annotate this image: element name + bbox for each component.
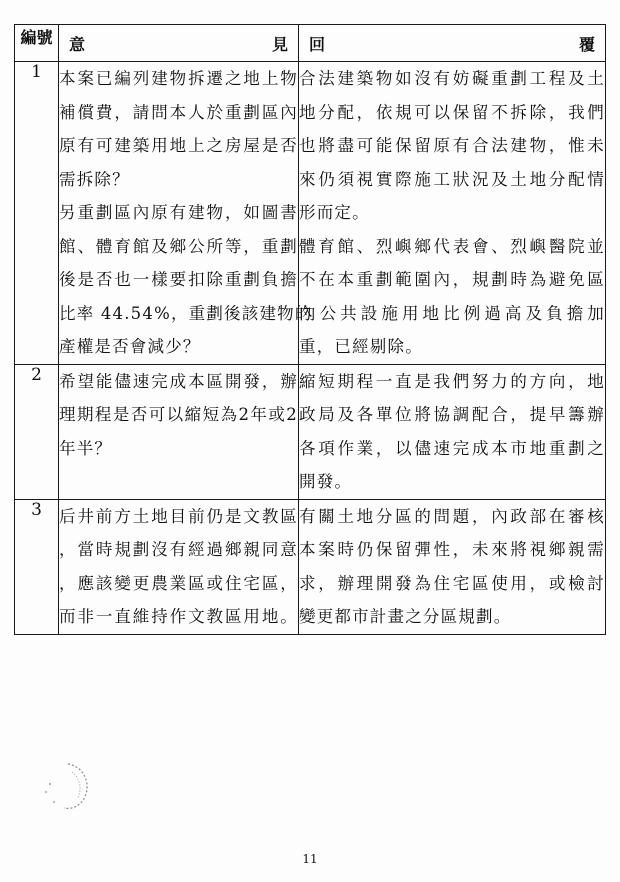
reply-line: 開發。 bbox=[299, 472, 353, 491]
row-number: 2 bbox=[15, 364, 59, 499]
reply-line: 本案時仍保留彈性，未來將視鄉親需 bbox=[299, 540, 605, 559]
reply-cell bbox=[299, 499, 606, 634]
reply-line: 體育館、烈嶼鄉代表會、烈嶼醫院並 bbox=[299, 236, 605, 256]
opinion-line: 另重劃區內原有建物，如圖書 bbox=[59, 203, 298, 222]
reply-line: 各項作業，以儘速完成本市地重劃之 bbox=[299, 438, 605, 458]
opinion-line: ，應該變更農業區或住宅區， bbox=[59, 573, 298, 593]
opinion-line: 館、體育館及鄉公所等，重劃 bbox=[59, 236, 298, 256]
header-opinion-left: 意 bbox=[69, 34, 86, 54]
opinion-cell bbox=[59, 499, 299, 634]
reply-cell bbox=[299, 62, 606, 365]
header-opinion bbox=[59, 25, 299, 62]
reply-line: 變更都市計畫之分區規劃。 bbox=[299, 607, 512, 626]
reply-line: 不在本重劃範圍內，規劃時為避免區 bbox=[299, 270, 605, 289]
opinion-line: 后井前方土地目前仍是文教區 bbox=[59, 506, 298, 526]
reply-line: 政局及各單位將協調配合，提早籌辦 bbox=[299, 405, 605, 424]
page-number: 11 bbox=[302, 852, 318, 866]
reply-line: 縮短期程一直是我們努力的方向，地 bbox=[299, 371, 605, 391]
row-number: 1 bbox=[15, 62, 59, 365]
table-header-row bbox=[15, 25, 606, 62]
opinion-line: 補償費，請問本人於重劃區內 bbox=[59, 102, 298, 122]
table-row bbox=[15, 499, 606, 634]
reply-line: 合法建築物如沒有妨礙重劃工程及土 bbox=[299, 69, 605, 88]
reply-line: 也將盡可能保留原有合法建物，惟未 bbox=[299, 136, 605, 155]
opinion-line: 比率 44.54%，重劃後該建物的 bbox=[59, 303, 313, 323]
opinion-line: 而非一直維持作文教區用地。 bbox=[59, 607, 298, 626]
reply-line: 來仍須視實際施工狀況及土地分配情 bbox=[299, 169, 605, 189]
reply-line: 形而定。 bbox=[299, 203, 370, 222]
opinion-cell bbox=[59, 62, 313, 365]
opinion-line: 後是否也一樣要扣除重劃負擔 bbox=[59, 270, 298, 289]
reply-line: 重，已經剔除。 bbox=[299, 337, 423, 356]
header-reply bbox=[299, 25, 606, 62]
table-row bbox=[15, 364, 606, 499]
reply-cell bbox=[299, 364, 606, 499]
opinion-reply-table bbox=[14, 24, 606, 635]
header-number: 編號 bbox=[15, 25, 59, 62]
reply-line: 內公共設施用地比例過高及負擔加 bbox=[299, 303, 605, 323]
opinion-line: 原有可建築用地上之房屋是否 bbox=[59, 136, 298, 155]
opinion-line: 本案已編列建物拆遷之地上物 bbox=[59, 69, 298, 88]
row-number: 3 bbox=[15, 499, 59, 634]
opinion-line: 產權是否會減少？ bbox=[59, 337, 201, 356]
reply-line: 有關土地分區的問題，內政部在審核 bbox=[299, 506, 605, 526]
faint-seal-mark bbox=[38, 758, 94, 814]
opinion-line: ，當時規劃沒有經過鄉親同意 bbox=[59, 540, 298, 559]
reply-line: 地分配，依規可以保留不拆除，我們 bbox=[299, 102, 605, 122]
opinion-line: 年半？ bbox=[59, 438, 113, 458]
table-row bbox=[15, 62, 606, 365]
opinion-line: 希望能儘速完成本區開發，辦 bbox=[59, 371, 298, 391]
opinion-line: 需拆除？ bbox=[59, 169, 130, 189]
header-reply-right: 覆 bbox=[578, 34, 595, 54]
header-reply-left: 回 bbox=[309, 34, 326, 54]
reply-line: 求，辦理開發為住宅區使用，或檢討 bbox=[299, 573, 605, 593]
opinion-line: 理期程是否可以縮短為2年或2 bbox=[59, 405, 298, 424]
header-opinion-right: 見 bbox=[271, 34, 288, 54]
opinion-cell bbox=[59, 364, 299, 499]
